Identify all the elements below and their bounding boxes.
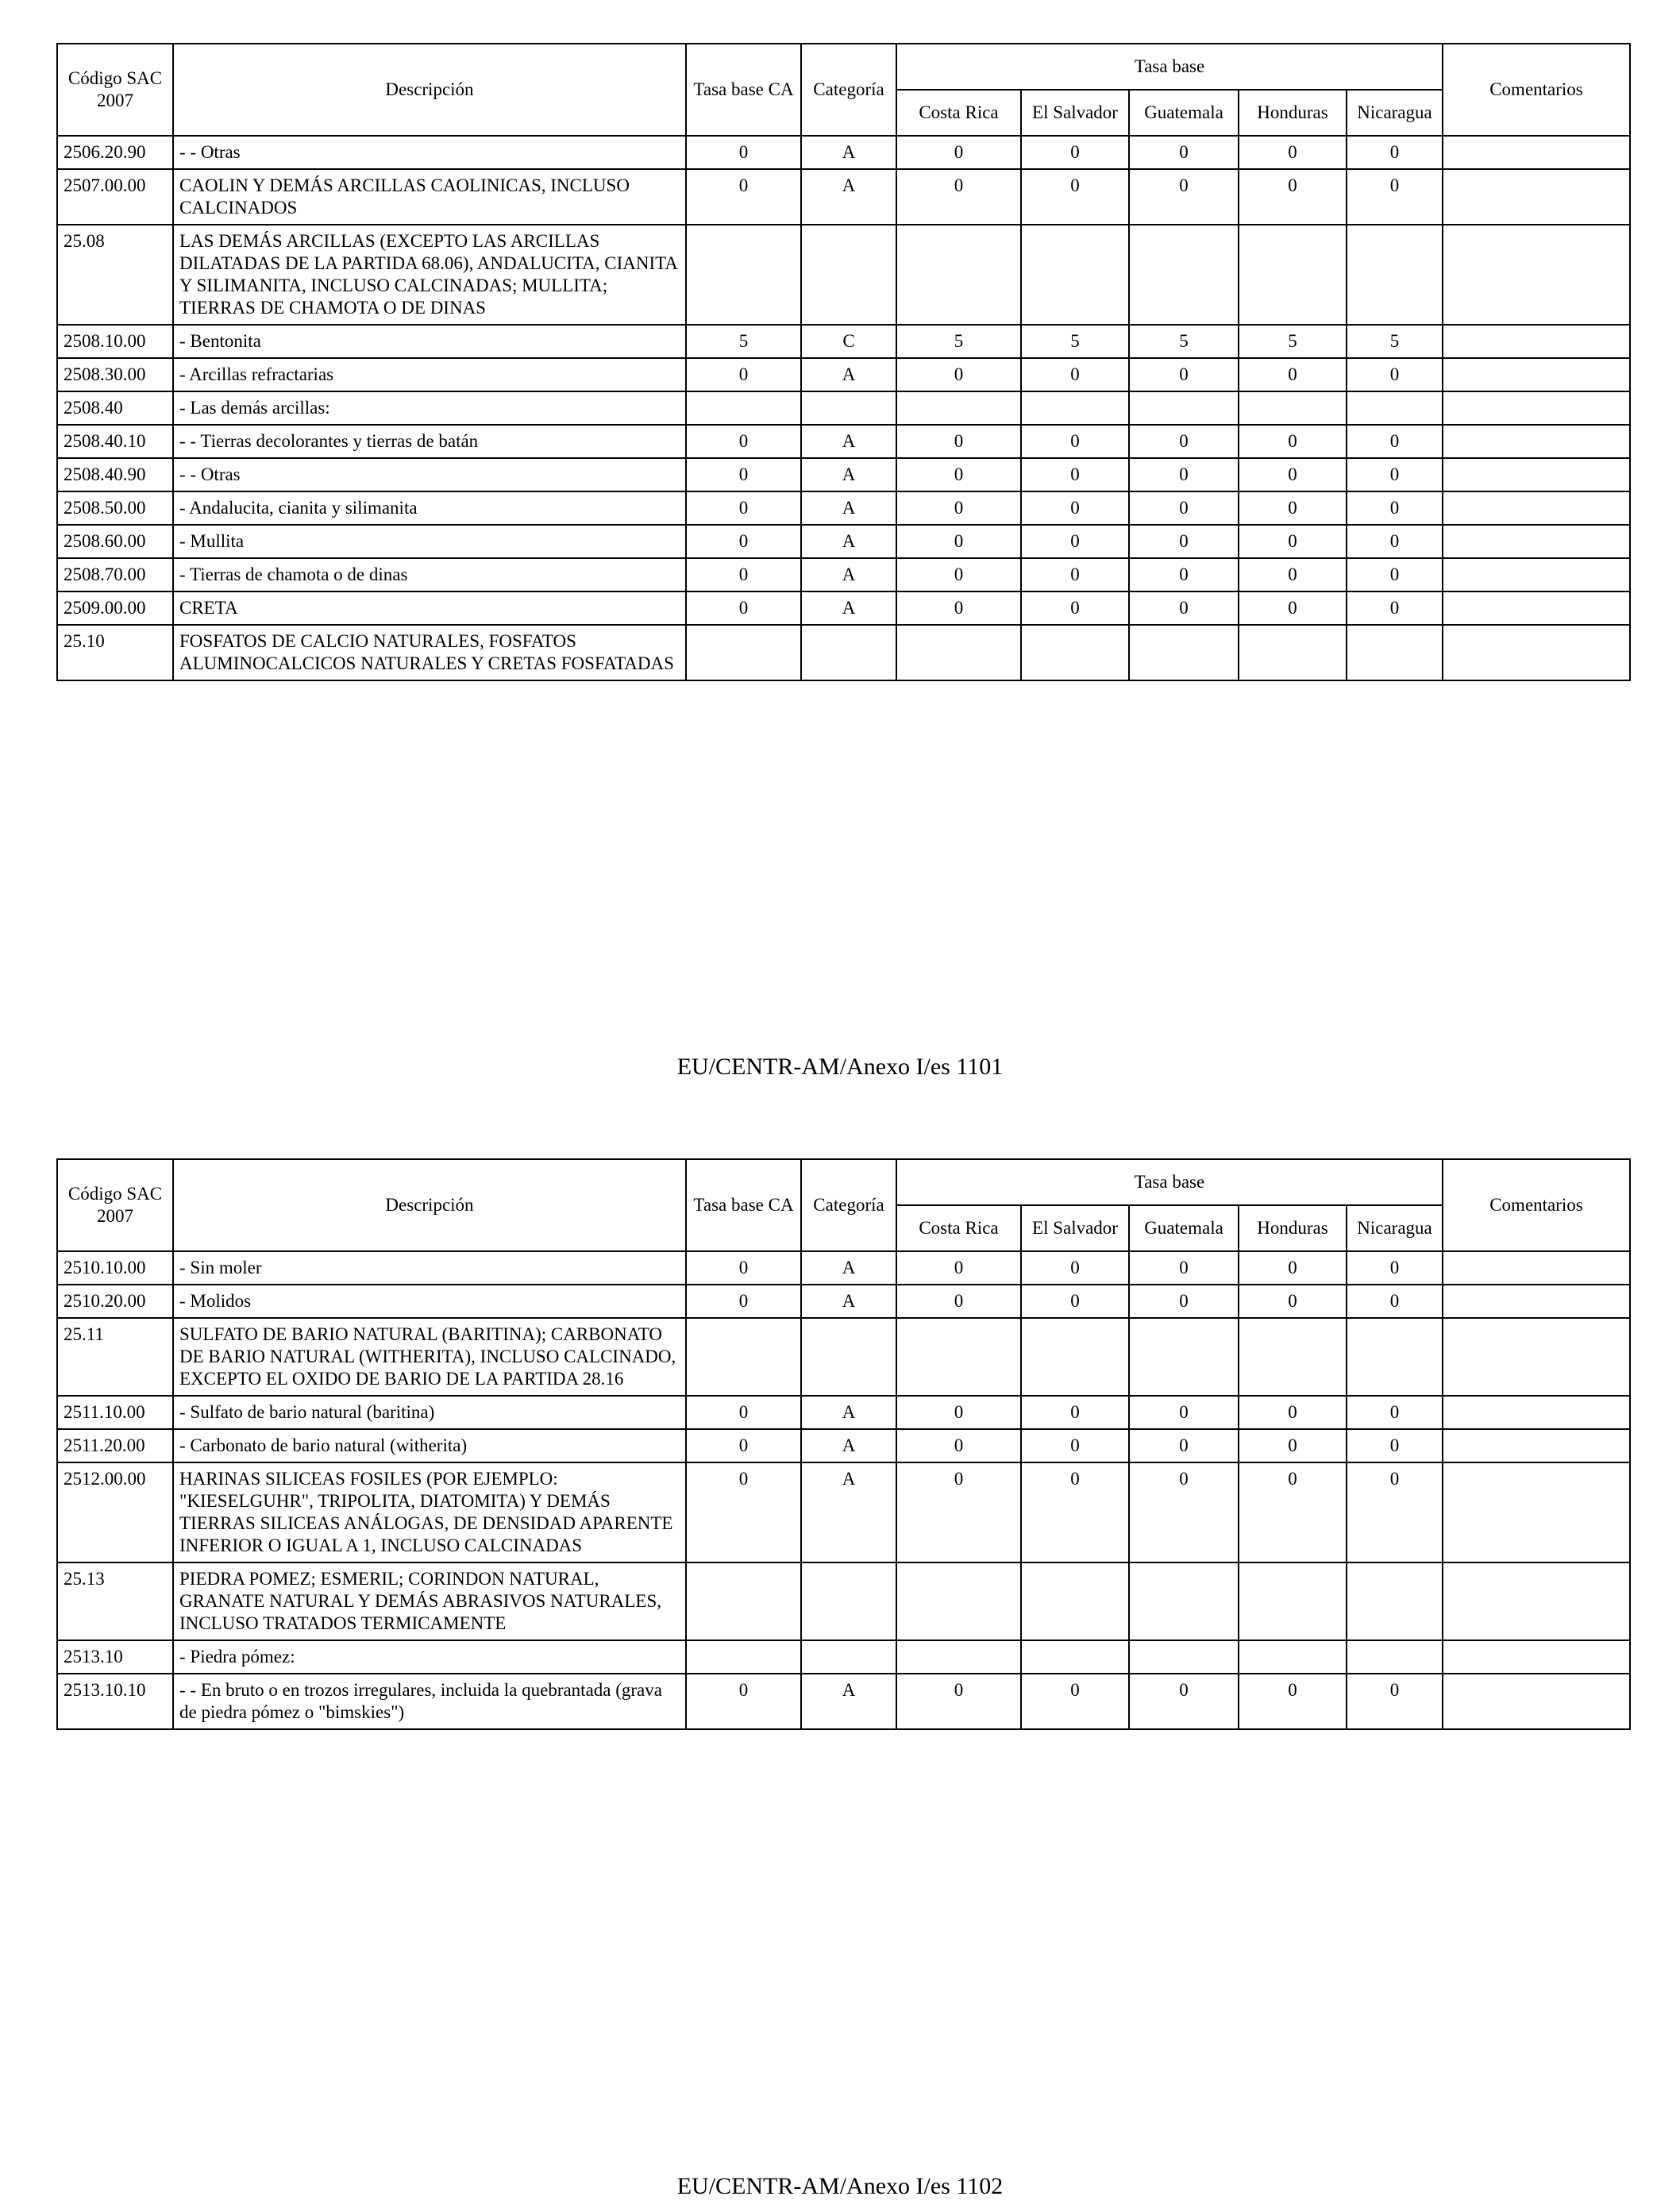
cell-description: - Arcillas refractarias xyxy=(173,358,686,391)
cell-description: - Andalucita, cianita y silimanita xyxy=(173,491,686,525)
cell-guatemala: 0 xyxy=(1129,1674,1239,1729)
cell-honduras xyxy=(1239,625,1347,680)
cell-nicaragua: 0 xyxy=(1347,1462,1443,1562)
cell-code: 2510.20.00 xyxy=(57,1285,173,1318)
cell-guatemala: 0 xyxy=(1129,169,1239,225)
cell-code: 25.08 xyxy=(57,225,173,325)
header-country: El Salvador xyxy=(1021,90,1129,136)
cell-code: 2511.10.00 xyxy=(57,1396,173,1429)
cell-comments xyxy=(1443,558,1630,591)
cell-base-rate-ca: 0 xyxy=(686,591,801,625)
cell-comments xyxy=(1443,1562,1630,1640)
table-row xyxy=(57,1562,1630,1640)
cell-costa-rica xyxy=(896,225,1021,325)
cell-el-salvador: 0 xyxy=(1021,1251,1129,1285)
cell-category xyxy=(801,625,896,680)
header-country: Costa Rica xyxy=(896,90,1021,136)
cell-nicaragua: 0 xyxy=(1347,1674,1443,1729)
cell-costa-rica: 0 xyxy=(896,1251,1021,1285)
table-row xyxy=(57,558,1630,591)
cell-honduras: 0 xyxy=(1239,1396,1347,1429)
cell-comments xyxy=(1443,625,1630,680)
cell-honduras: 0 xyxy=(1239,1462,1347,1562)
header-comments: Comentarios xyxy=(1443,1159,1630,1251)
cell-honduras: 0 xyxy=(1239,358,1347,391)
page-footer: EU/CENTR-AM/Anexo I/es 1102 xyxy=(676,2173,1004,2199)
cell-honduras: 0 xyxy=(1239,425,1347,458)
cell-guatemala xyxy=(1129,625,1239,680)
table-row xyxy=(57,358,1630,391)
cell-comments xyxy=(1443,136,1630,169)
cell-category: A xyxy=(801,458,896,491)
cell-el-salvador: 0 xyxy=(1021,358,1129,391)
cell-base-rate-ca xyxy=(686,625,801,680)
cell-category: A xyxy=(801,491,896,525)
table-row xyxy=(57,136,1630,169)
cell-nicaragua: 0 xyxy=(1347,491,1443,525)
table-row xyxy=(57,1396,1630,1429)
cell-costa-rica: 0 xyxy=(896,591,1021,625)
cell-nicaragua xyxy=(1347,1562,1443,1640)
cell-honduras: 0 xyxy=(1239,591,1347,625)
cell-code: 2508.50.00 xyxy=(57,491,173,525)
cell-costa-rica: 0 xyxy=(896,1429,1021,1462)
cell-base-rate-ca: 0 xyxy=(686,491,801,525)
cell-comments xyxy=(1443,1462,1630,1562)
cell-guatemala: 0 xyxy=(1129,1251,1239,1285)
table-row xyxy=(57,325,1630,358)
cell-el-salvador xyxy=(1021,391,1129,425)
cell-el-salvador: 0 xyxy=(1021,1285,1129,1318)
cell-category: A xyxy=(801,1285,896,1318)
table-row xyxy=(57,458,1630,491)
cell-description: PIEDRA POMEZ; ESMERIL; CORINDON NATURAL, GRANATE NATURAL Y DEMÁS ABRASIVOS NATURALES, INCLUSO TRATADOS TERMICAMENTE xyxy=(173,1562,686,1640)
header-category: Categoría xyxy=(801,44,896,136)
cell-guatemala: 0 xyxy=(1129,1429,1239,1462)
cell-category: A xyxy=(801,358,896,391)
cell-guatemala: 0 xyxy=(1129,358,1239,391)
cell-base-rate-ca xyxy=(686,391,801,425)
cell-honduras xyxy=(1239,1562,1347,1640)
header-base-rate-ca: Tasa base CA xyxy=(686,44,801,136)
cell-nicaragua: 0 xyxy=(1347,525,1443,558)
table-row xyxy=(57,1285,1630,1318)
cell-nicaragua: 0 xyxy=(1347,358,1443,391)
cell-comments xyxy=(1443,1429,1630,1462)
cell-honduras: 0 xyxy=(1239,558,1347,591)
cell-description: - Molidos xyxy=(173,1285,686,1318)
cell-base-rate-ca: 0 xyxy=(686,1674,801,1729)
cell-description: - - Otras xyxy=(173,458,686,491)
cell-code: 2506.20.90 xyxy=(57,136,173,169)
cell-comments xyxy=(1443,169,1630,225)
cell-comments xyxy=(1443,358,1630,391)
cell-costa-rica: 0 xyxy=(896,1674,1021,1729)
cell-category: C xyxy=(801,325,896,358)
cell-guatemala: 0 xyxy=(1129,558,1239,591)
table-row xyxy=(57,1462,1630,1562)
cell-honduras: 0 xyxy=(1239,169,1347,225)
cell-category: A xyxy=(801,591,896,625)
cell-costa-rica: 0 xyxy=(896,136,1021,169)
cell-honduras: 0 xyxy=(1239,1251,1347,1285)
tariff-table-page-1 xyxy=(56,43,1631,681)
table-row xyxy=(57,225,1630,325)
cell-guatemala xyxy=(1129,1318,1239,1396)
cell-el-salvador: 0 xyxy=(1021,525,1129,558)
table-row xyxy=(57,1429,1630,1462)
header-country: Nicaragua xyxy=(1347,1205,1443,1251)
cell-base-rate-ca: 0 xyxy=(686,1396,801,1429)
cell-code: 2508.30.00 xyxy=(57,358,173,391)
cell-category xyxy=(801,1640,896,1674)
cell-code: 2510.10.00 xyxy=(57,1251,173,1285)
cell-costa-rica xyxy=(896,1562,1021,1640)
cell-code: 2508.40.10 xyxy=(57,425,173,458)
cell-code: 2508.10.00 xyxy=(57,325,173,358)
cell-category: A xyxy=(801,1396,896,1429)
cell-description: - - Otras xyxy=(173,136,686,169)
cell-category: A xyxy=(801,425,896,458)
cell-nicaragua xyxy=(1347,1640,1443,1674)
cell-guatemala: 5 xyxy=(1129,325,1239,358)
cell-comments xyxy=(1443,491,1630,525)
cell-description: HARINAS SILICEAS FOSILES (POR EJEMPLO: "KIESELGUHR", TRIPOLITA, DIATOMITA) Y DEMÁS TIERRAS SILICEAS ANÁLOGAS, DE DENSIDAD APARENTE INFERIOR O IGUAL A 1, INCLUSO CALCINADAS xyxy=(173,1462,686,1562)
cell-base-rate-ca: 5 xyxy=(686,325,801,358)
cell-costa-rica: 0 xyxy=(896,525,1021,558)
cell-honduras: 0 xyxy=(1239,491,1347,525)
cell-honduras: 0 xyxy=(1239,1285,1347,1318)
cell-guatemala: 0 xyxy=(1129,525,1239,558)
cell-guatemala: 0 xyxy=(1129,425,1239,458)
cell-code: 2512.00.00 xyxy=(57,1462,173,1562)
cell-code: 2511.20.00 xyxy=(57,1429,173,1462)
cell-costa-rica: 0 xyxy=(896,491,1021,525)
cell-costa-rica: 0 xyxy=(896,458,1021,491)
cell-category: A xyxy=(801,558,896,591)
cell-base-rate-ca: 0 xyxy=(686,1429,801,1462)
header-country: El Salvador xyxy=(1021,1205,1129,1251)
cell-costa-rica: 0 xyxy=(896,558,1021,591)
cell-description: CRETA xyxy=(173,591,686,625)
cell-guatemala: 0 xyxy=(1129,458,1239,491)
cell-description: LAS DEMÁS ARCILLAS (EXCEPTO LAS ARCILLAS DILATADAS DE LA PARTIDA 68.06), ANDALUCITA, CIANITA Y SILIMANITA, INCLUSO CALCINADAS; MULLITA; TIERRAS DE CHAMOTA O DE DINAS xyxy=(173,225,686,325)
cell-el-salvador: 0 xyxy=(1021,458,1129,491)
cell-comments xyxy=(1443,1318,1630,1396)
cell-code: 25.13 xyxy=(57,1562,173,1640)
cell-costa-rica: 0 xyxy=(896,1285,1021,1318)
cell-el-salvador xyxy=(1021,1562,1129,1640)
cell-el-salvador xyxy=(1021,625,1129,680)
cell-code: 25.11 xyxy=(57,1318,173,1396)
cell-nicaragua: 0 xyxy=(1347,136,1443,169)
cell-comments xyxy=(1443,325,1630,358)
header-code: Código SAC 2007 xyxy=(57,1159,173,1251)
cell-costa-rica xyxy=(896,1318,1021,1396)
cell-costa-rica: 0 xyxy=(896,425,1021,458)
cell-nicaragua: 0 xyxy=(1347,425,1443,458)
cell-nicaragua xyxy=(1347,625,1443,680)
cell-guatemala xyxy=(1129,225,1239,325)
cell-guatemala: 0 xyxy=(1129,591,1239,625)
cell-comments xyxy=(1443,425,1630,458)
cell-el-salvador: 0 xyxy=(1021,491,1129,525)
table-row xyxy=(57,391,1630,425)
header-base-rate: Tasa base xyxy=(896,44,1443,90)
cell-nicaragua: 5 xyxy=(1347,325,1443,358)
cell-guatemala xyxy=(1129,391,1239,425)
cell-category: A xyxy=(801,1674,896,1729)
header-base-rate-ca: Tasa base CA xyxy=(686,1159,801,1251)
cell-base-rate-ca: 0 xyxy=(686,425,801,458)
cell-comments xyxy=(1443,591,1630,625)
cell-costa-rica: 0 xyxy=(896,1396,1021,1429)
cell-description: - - En bruto o en trozos irregulares, incluida la quebrantada (grava de piedra pómez o "bimskies") xyxy=(173,1674,686,1729)
cell-base-rate-ca xyxy=(686,1562,801,1640)
cell-base-rate-ca: 0 xyxy=(686,358,801,391)
cell-costa-rica: 0 xyxy=(896,358,1021,391)
cell-honduras: 0 xyxy=(1239,136,1347,169)
tariff-table-page-2 xyxy=(56,1158,1631,1730)
cell-nicaragua: 0 xyxy=(1347,558,1443,591)
cell-description: - Bentonita xyxy=(173,325,686,358)
cell-base-rate-ca xyxy=(686,225,801,325)
cell-description: SULFATO DE BARIO NATURAL (BARITINA); CARBONATO DE BARIO NATURAL (WITHERITA), INCLUSO CALCINADO, EXCEPTO EL OXIDO DE BARIO DE LA PARTIDA 28.16 xyxy=(173,1318,686,1396)
cell-costa-rica: 5 xyxy=(896,325,1021,358)
table-row xyxy=(57,425,1630,458)
cell-description: - Tierras de chamota o de dinas xyxy=(173,558,686,591)
table-row xyxy=(57,169,1630,225)
cell-honduras xyxy=(1239,225,1347,325)
cell-nicaragua: 0 xyxy=(1347,591,1443,625)
cell-description: - Sulfato de bario natural (baritina) xyxy=(173,1396,686,1429)
cell-category: A xyxy=(801,136,896,169)
cell-el-salvador: 0 xyxy=(1021,1462,1129,1562)
cell-el-salvador: 0 xyxy=(1021,1396,1129,1429)
header-description: Descripción xyxy=(173,44,686,136)
cell-honduras: 0 xyxy=(1239,1429,1347,1462)
table-row xyxy=(57,591,1630,625)
cell-honduras: 0 xyxy=(1239,525,1347,558)
cell-category: A xyxy=(801,1429,896,1462)
table-row xyxy=(57,491,1630,525)
cell-code: 25.10 xyxy=(57,625,173,680)
cell-code: 2513.10.10 xyxy=(57,1674,173,1729)
cell-category xyxy=(801,391,896,425)
cell-description: - Mullita xyxy=(173,525,686,558)
cell-comments xyxy=(1443,225,1630,325)
cell-comments xyxy=(1443,458,1630,491)
cell-base-rate-ca: 0 xyxy=(686,525,801,558)
cell-costa-rica: 0 xyxy=(896,1462,1021,1562)
cell-code: 2507.00.00 xyxy=(57,169,173,225)
cell-el-salvador xyxy=(1021,1318,1129,1396)
cell-nicaragua: 0 xyxy=(1347,1429,1443,1462)
cell-base-rate-ca xyxy=(686,1318,801,1396)
cell-base-rate-ca: 0 xyxy=(686,1251,801,1285)
cell-category: A xyxy=(801,1462,896,1562)
cell-category: A xyxy=(801,1251,896,1285)
cell-description: - Carbonato de bario natural (witherita) xyxy=(173,1429,686,1462)
cell-costa-rica xyxy=(896,1640,1021,1674)
cell-nicaragua: 0 xyxy=(1347,1396,1443,1429)
cell-code: 2513.10 xyxy=(57,1640,173,1674)
cell-el-salvador: 0 xyxy=(1021,1674,1129,1729)
cell-el-salvador: 0 xyxy=(1021,558,1129,591)
cell-nicaragua: 0 xyxy=(1347,458,1443,491)
cell-guatemala: 0 xyxy=(1129,1396,1239,1429)
header-comments: Comentarios xyxy=(1443,44,1630,136)
cell-nicaragua: 0 xyxy=(1347,1251,1443,1285)
cell-comments xyxy=(1443,1640,1630,1674)
cell-costa-rica xyxy=(896,391,1021,425)
cell-el-salvador: 5 xyxy=(1021,325,1129,358)
cell-base-rate-ca: 0 xyxy=(686,169,801,225)
header-country: Honduras xyxy=(1239,90,1347,136)
header-category: Categoría xyxy=(801,1159,896,1251)
cell-guatemala: 0 xyxy=(1129,1462,1239,1562)
cell-base-rate-ca: 0 xyxy=(686,1462,801,1562)
cell-category xyxy=(801,225,896,325)
cell-el-salvador: 0 xyxy=(1021,136,1129,169)
cell-honduras xyxy=(1239,391,1347,425)
cell-honduras: 0 xyxy=(1239,1674,1347,1729)
cell-code: 2508.70.00 xyxy=(57,558,173,591)
cell-comments xyxy=(1443,1285,1630,1318)
cell-comments xyxy=(1443,1674,1630,1729)
cell-nicaragua xyxy=(1347,1318,1443,1396)
cell-comments xyxy=(1443,1396,1630,1429)
cell-el-salvador: 0 xyxy=(1021,425,1129,458)
cell-guatemala xyxy=(1129,1640,1239,1674)
cell-nicaragua xyxy=(1347,225,1443,325)
header-country: Guatemala xyxy=(1129,90,1239,136)
header-description: Descripción xyxy=(173,1159,686,1251)
cell-el-salvador xyxy=(1021,225,1129,325)
cell-code: 2508.40.90 xyxy=(57,458,173,491)
cell-nicaragua: 0 xyxy=(1347,169,1443,225)
cell-honduras xyxy=(1239,1318,1347,1396)
header-base-rate: Tasa base xyxy=(896,1159,1443,1205)
cell-base-rate-ca: 0 xyxy=(686,458,801,491)
header-country: Guatemala xyxy=(1129,1205,1239,1251)
cell-costa-rica: 0 xyxy=(896,169,1021,225)
header-code: Código SAC 2007 xyxy=(57,44,173,136)
cell-el-salvador: 0 xyxy=(1021,169,1129,225)
cell-el-salvador xyxy=(1021,1640,1129,1674)
cell-base-rate-ca: 0 xyxy=(686,558,801,591)
cell-category xyxy=(801,1562,896,1640)
page-footer: EU/CENTR-AM/Anexo I/es 1101 xyxy=(676,1054,1004,1080)
header-country: Honduras xyxy=(1239,1205,1347,1251)
cell-description: - Las demás arcillas: xyxy=(173,391,686,425)
header-country: Nicaragua xyxy=(1347,90,1443,136)
table-row xyxy=(57,625,1630,680)
cell-code: 2508.40 xyxy=(57,391,173,425)
cell-code: 2508.60.00 xyxy=(57,525,173,558)
cell-nicaragua xyxy=(1347,391,1443,425)
header-country: Costa Rica xyxy=(896,1205,1021,1251)
cell-honduras xyxy=(1239,1640,1347,1674)
table-row xyxy=(57,1251,1630,1285)
table-row xyxy=(57,1674,1630,1729)
cell-guatemala: 0 xyxy=(1129,1285,1239,1318)
cell-description: - Piedra pómez: xyxy=(173,1640,686,1674)
cell-category: A xyxy=(801,525,896,558)
cell-comments xyxy=(1443,391,1630,425)
cell-guatemala xyxy=(1129,1562,1239,1640)
cell-el-salvador: 0 xyxy=(1021,1429,1129,1462)
cell-category: A xyxy=(801,169,896,225)
cell-guatemala: 0 xyxy=(1129,136,1239,169)
cell-base-rate-ca xyxy=(686,1640,801,1674)
cell-honduras: 5 xyxy=(1239,325,1347,358)
table-row xyxy=(57,525,1630,558)
cell-base-rate-ca: 0 xyxy=(686,136,801,169)
table-row xyxy=(57,1640,1630,1674)
cell-description: - Sin moler xyxy=(173,1251,686,1285)
cell-nicaragua: 0 xyxy=(1347,1285,1443,1318)
cell-code: 2509.00.00 xyxy=(57,591,173,625)
cell-costa-rica xyxy=(896,625,1021,680)
cell-comments xyxy=(1443,1251,1630,1285)
cell-category xyxy=(801,1318,896,1396)
cell-honduras: 0 xyxy=(1239,458,1347,491)
cell-description: - - Tierras decolorantes y tierras de batán xyxy=(173,425,686,458)
table-row xyxy=(57,1318,1630,1396)
cell-description: CAOLIN Y DEMÁS ARCILLAS CAOLINICAS, INCLUSO CALCINADOS xyxy=(173,169,686,225)
cell-base-rate-ca: 0 xyxy=(686,1285,801,1318)
cell-comments xyxy=(1443,525,1630,558)
cell-description: FOSFATOS DE CALCIO NATURALES, FOSFATOS ALUMINOCALCICOS NATURALES Y CRETAS FOSFATADAS xyxy=(173,625,686,680)
cell-guatemala: 0 xyxy=(1129,491,1239,525)
cell-el-salvador: 0 xyxy=(1021,591,1129,625)
